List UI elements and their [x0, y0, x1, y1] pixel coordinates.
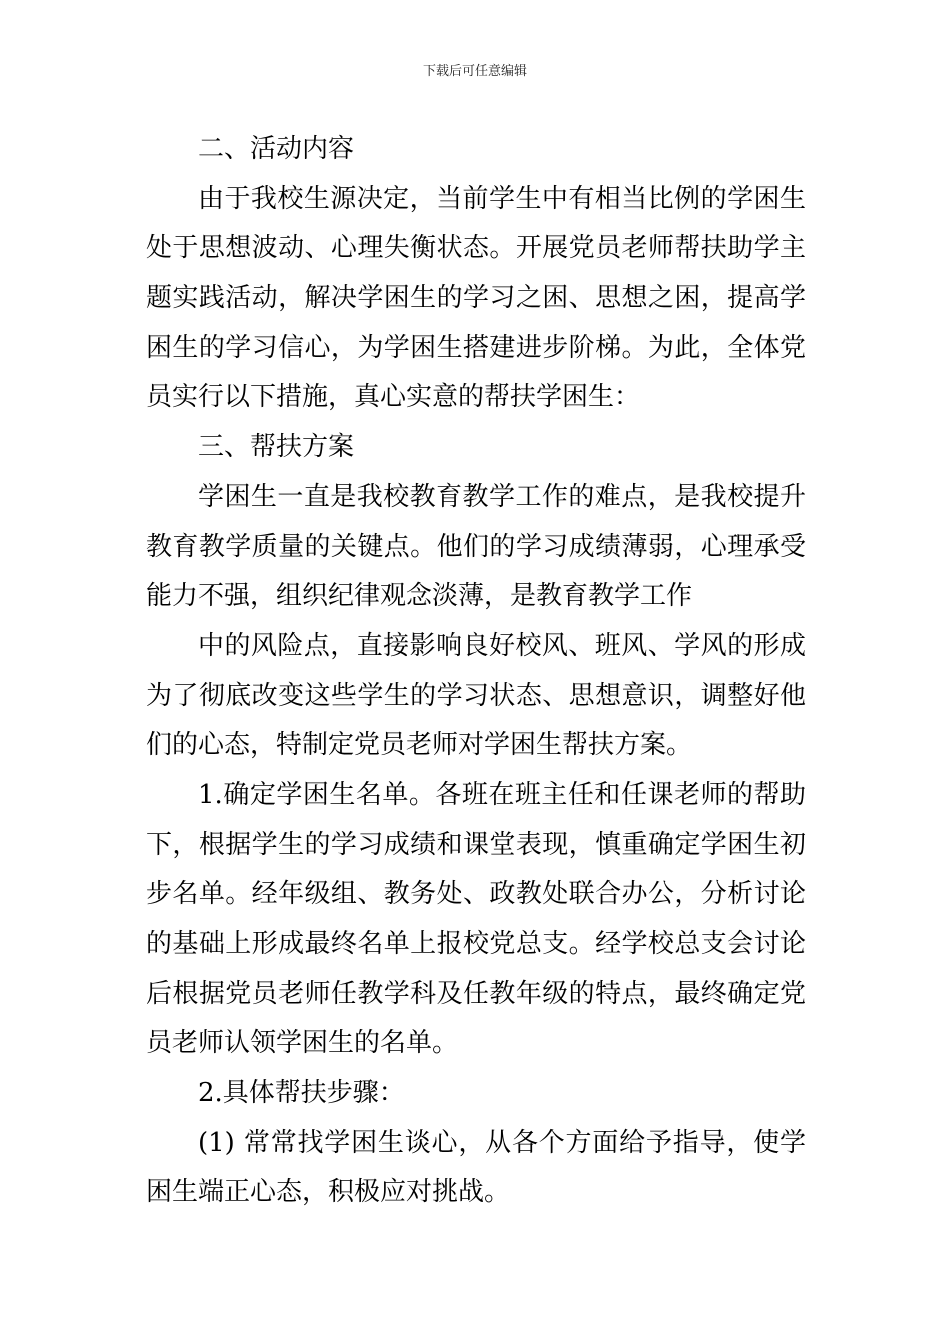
- text-line: 下，根据学生的学习成绩和课堂表现，慎重确定学困生初: [146, 829, 806, 860]
- text-line: 困生的学习信心，为学困生搭建进步阶梯。为此，全体党: [146, 332, 806, 363]
- text-line: (1) 常常找学困生谈心，从各个方面给予指导，使学: [198, 1127, 806, 1158]
- text-line: 2.具体帮扶步骤：: [198, 1078, 405, 1109]
- text-line: 步名单。经年级组、教务处、政教处联合办公，分析讨论: [146, 879, 806, 910]
- text-line: 教育教学质量的关键点。他们的学习成绩薄弱，心理承受: [146, 531, 806, 562]
- text-line: 员老师认领学困生的名单。: [146, 1028, 459, 1059]
- text-line: 1.确定学困生名单。各班在班主任和任课老师的帮助: [198, 779, 806, 810]
- text-line: 题实践活动，解决学困生的学习之困、思想之困，提高学: [146, 283, 806, 314]
- text-line: 们的心态，特制定党员老师对学困生帮扶方案。: [146, 730, 693, 761]
- text-line: 困生端正心态，积极应对挑战。: [146, 1177, 511, 1208]
- document-body: [146, 125, 806, 1218]
- text-line: 由于我校生源决定，当前学生中有相当比例的学困生: [198, 183, 806, 214]
- text-line: 能力不强，组织纪律观念淡薄，是教育教学工作: [146, 581, 693, 612]
- text-line: 员实行以下措施，真心实意的帮扶学困生：: [146, 382, 641, 413]
- text-line: 二、活动内容: [198, 134, 355, 164]
- text-line: 学困生一直是我校教育教学工作的难点，是我校提升: [198, 481, 806, 512]
- text-line: 后根据党员老师任教学科及任教年级的特点，最终确定党: [146, 978, 806, 1009]
- text-line: 为了彻底改变这些学生的学习状态、思想意识，调整好他: [146, 680, 806, 711]
- text-line: 中的风险点，直接影响良好校风、班风、学风的形成: [198, 630, 806, 661]
- text-line: 三、帮扶方案: [198, 432, 355, 463]
- text-line: 处于思想波动、心理失衡状态。开展党员老师帮扶助学主: [146, 233, 806, 264]
- text-line: 的基础上形成最终名单上报校党总支。经学校总支会讨论: [146, 929, 806, 959]
- page-header: 下载后可任意编辑: [422, 64, 527, 79]
